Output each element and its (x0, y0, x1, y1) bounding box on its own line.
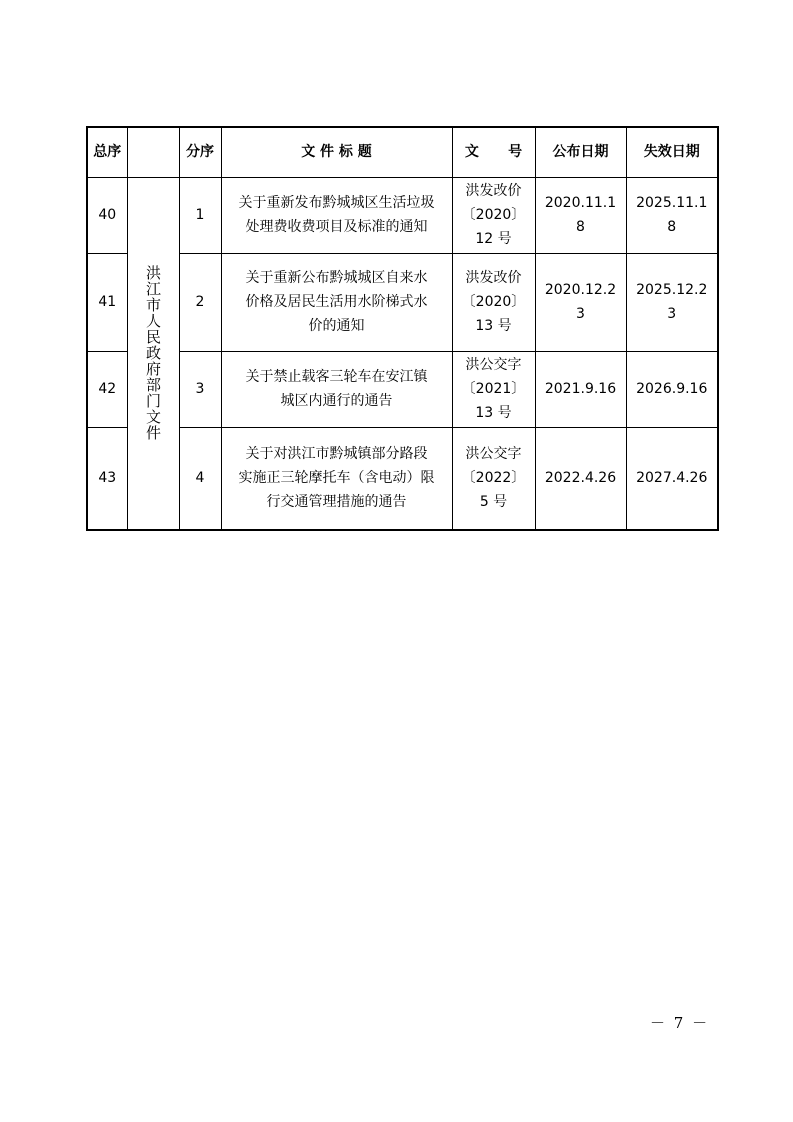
header-category (127, 127, 179, 177)
zongxu-cell: 43 (87, 427, 127, 530)
title-cell (221, 427, 452, 530)
wenhao-line: 〔2022〕 (461, 470, 526, 487)
header-expire-date: 失效日期 (626, 127, 718, 177)
date-line: 2021.9.16 (544, 381, 617, 397)
expire-date-cell (626, 253, 718, 351)
header-zongxu: 总序 (87, 127, 127, 177)
date-line: 3 (576, 306, 585, 322)
title-line: 关于重新发布黔城城区生活垃圾 (238, 195, 435, 211)
date-line: 2025.12.2 (636, 282, 708, 298)
category-label: 洪江市人民政府部门文件 (144, 265, 162, 442)
wenhao-line: 〔2021〕 (461, 381, 526, 397)
wenhao-line: 洪发改价 (465, 270, 522, 286)
title-cell (221, 351, 452, 427)
header-row (87, 127, 718, 177)
wenhao-line: 12 号 (475, 231, 512, 247)
date-line: 2020.11.1 (544, 195, 617, 211)
table-row (87, 427, 718, 530)
header-publish-date: 公布日期 (535, 127, 626, 177)
wenhao-cell (452, 177, 535, 253)
table-row (87, 351, 718, 427)
zongxu-cell: 41 (87, 253, 127, 351)
table-row (87, 177, 718, 253)
wenhao-line: 〔2020〕 (461, 294, 526, 310)
fenxu-cell: 3 (179, 351, 221, 427)
fenxu-cell: 4 (179, 427, 221, 530)
wenhao-line: 洪发改价 (465, 183, 522, 199)
wenhao-line: 洪公交字 (465, 446, 522, 463)
wenhao-cell (452, 351, 535, 427)
date-line: 2025.11.1 (636, 195, 708, 211)
wenhao-cell (452, 427, 535, 530)
publish-date-cell (535, 427, 626, 530)
title-line: 价格及居民生活用水阶梯式水 (245, 294, 428, 310)
header-fenxu: 分序 (179, 127, 221, 177)
zongxu-cell: 40 (87, 177, 127, 253)
zongxu-cell: 42 (87, 351, 127, 427)
wenhao-line: 13 号 (475, 405, 512, 421)
title-cell (221, 253, 452, 351)
expire-date-cell (626, 351, 718, 427)
header-wenhao: 文 号 (452, 127, 535, 177)
title-line: 行交通管理措施的通告 (266, 494, 407, 511)
title-line: 关于对洪江市黔城镇部分路段 (245, 446, 428, 463)
wenhao-line: 5 号 (479, 494, 508, 511)
header-title: 文 件 标 题 (221, 127, 452, 177)
expire-date-cell (626, 177, 718, 253)
table-row (87, 253, 718, 351)
date-line: 2027.4.26 (636, 470, 708, 487)
date-line: 8 (576, 219, 585, 235)
date-line: 2026.9.16 (636, 381, 708, 397)
title-line: 价的通知 (308, 318, 365, 334)
fenxu-cell: 1 (179, 177, 221, 253)
document-table (86, 126, 719, 531)
wenhao-line: 〔2020〕 (461, 207, 526, 223)
date-line: 2020.12.2 (544, 282, 617, 298)
page-number: － 7 － (650, 1014, 710, 1032)
date-line: 2022.4.26 (544, 470, 617, 487)
title-line: 关于禁止载客三轮车在安江镇 (245, 369, 428, 385)
fenxu-cell: 2 (179, 253, 221, 351)
expire-date-cell (626, 427, 718, 530)
wenhao-line: 13 号 (475, 318, 512, 334)
publish-date-cell (535, 253, 626, 351)
title-line: 处理费收费项目及标准的通知 (245, 219, 428, 235)
title-line: 城区内通行的通告 (280, 393, 393, 409)
publish-date-cell (535, 351, 626, 427)
category-cell (127, 177, 179, 530)
title-line: 关于重新公布黔城城区自来水 (245, 270, 428, 286)
title-cell (221, 177, 452, 253)
publish-date-cell (535, 177, 626, 253)
title-line: 实施正三轮摩托车（含电动）限 (238, 470, 435, 487)
date-line: 8 (667, 219, 677, 235)
wenhao-line: 洪公交字 (465, 357, 522, 373)
wenhao-cell (452, 253, 535, 351)
date-line: 3 (667, 306, 677, 322)
